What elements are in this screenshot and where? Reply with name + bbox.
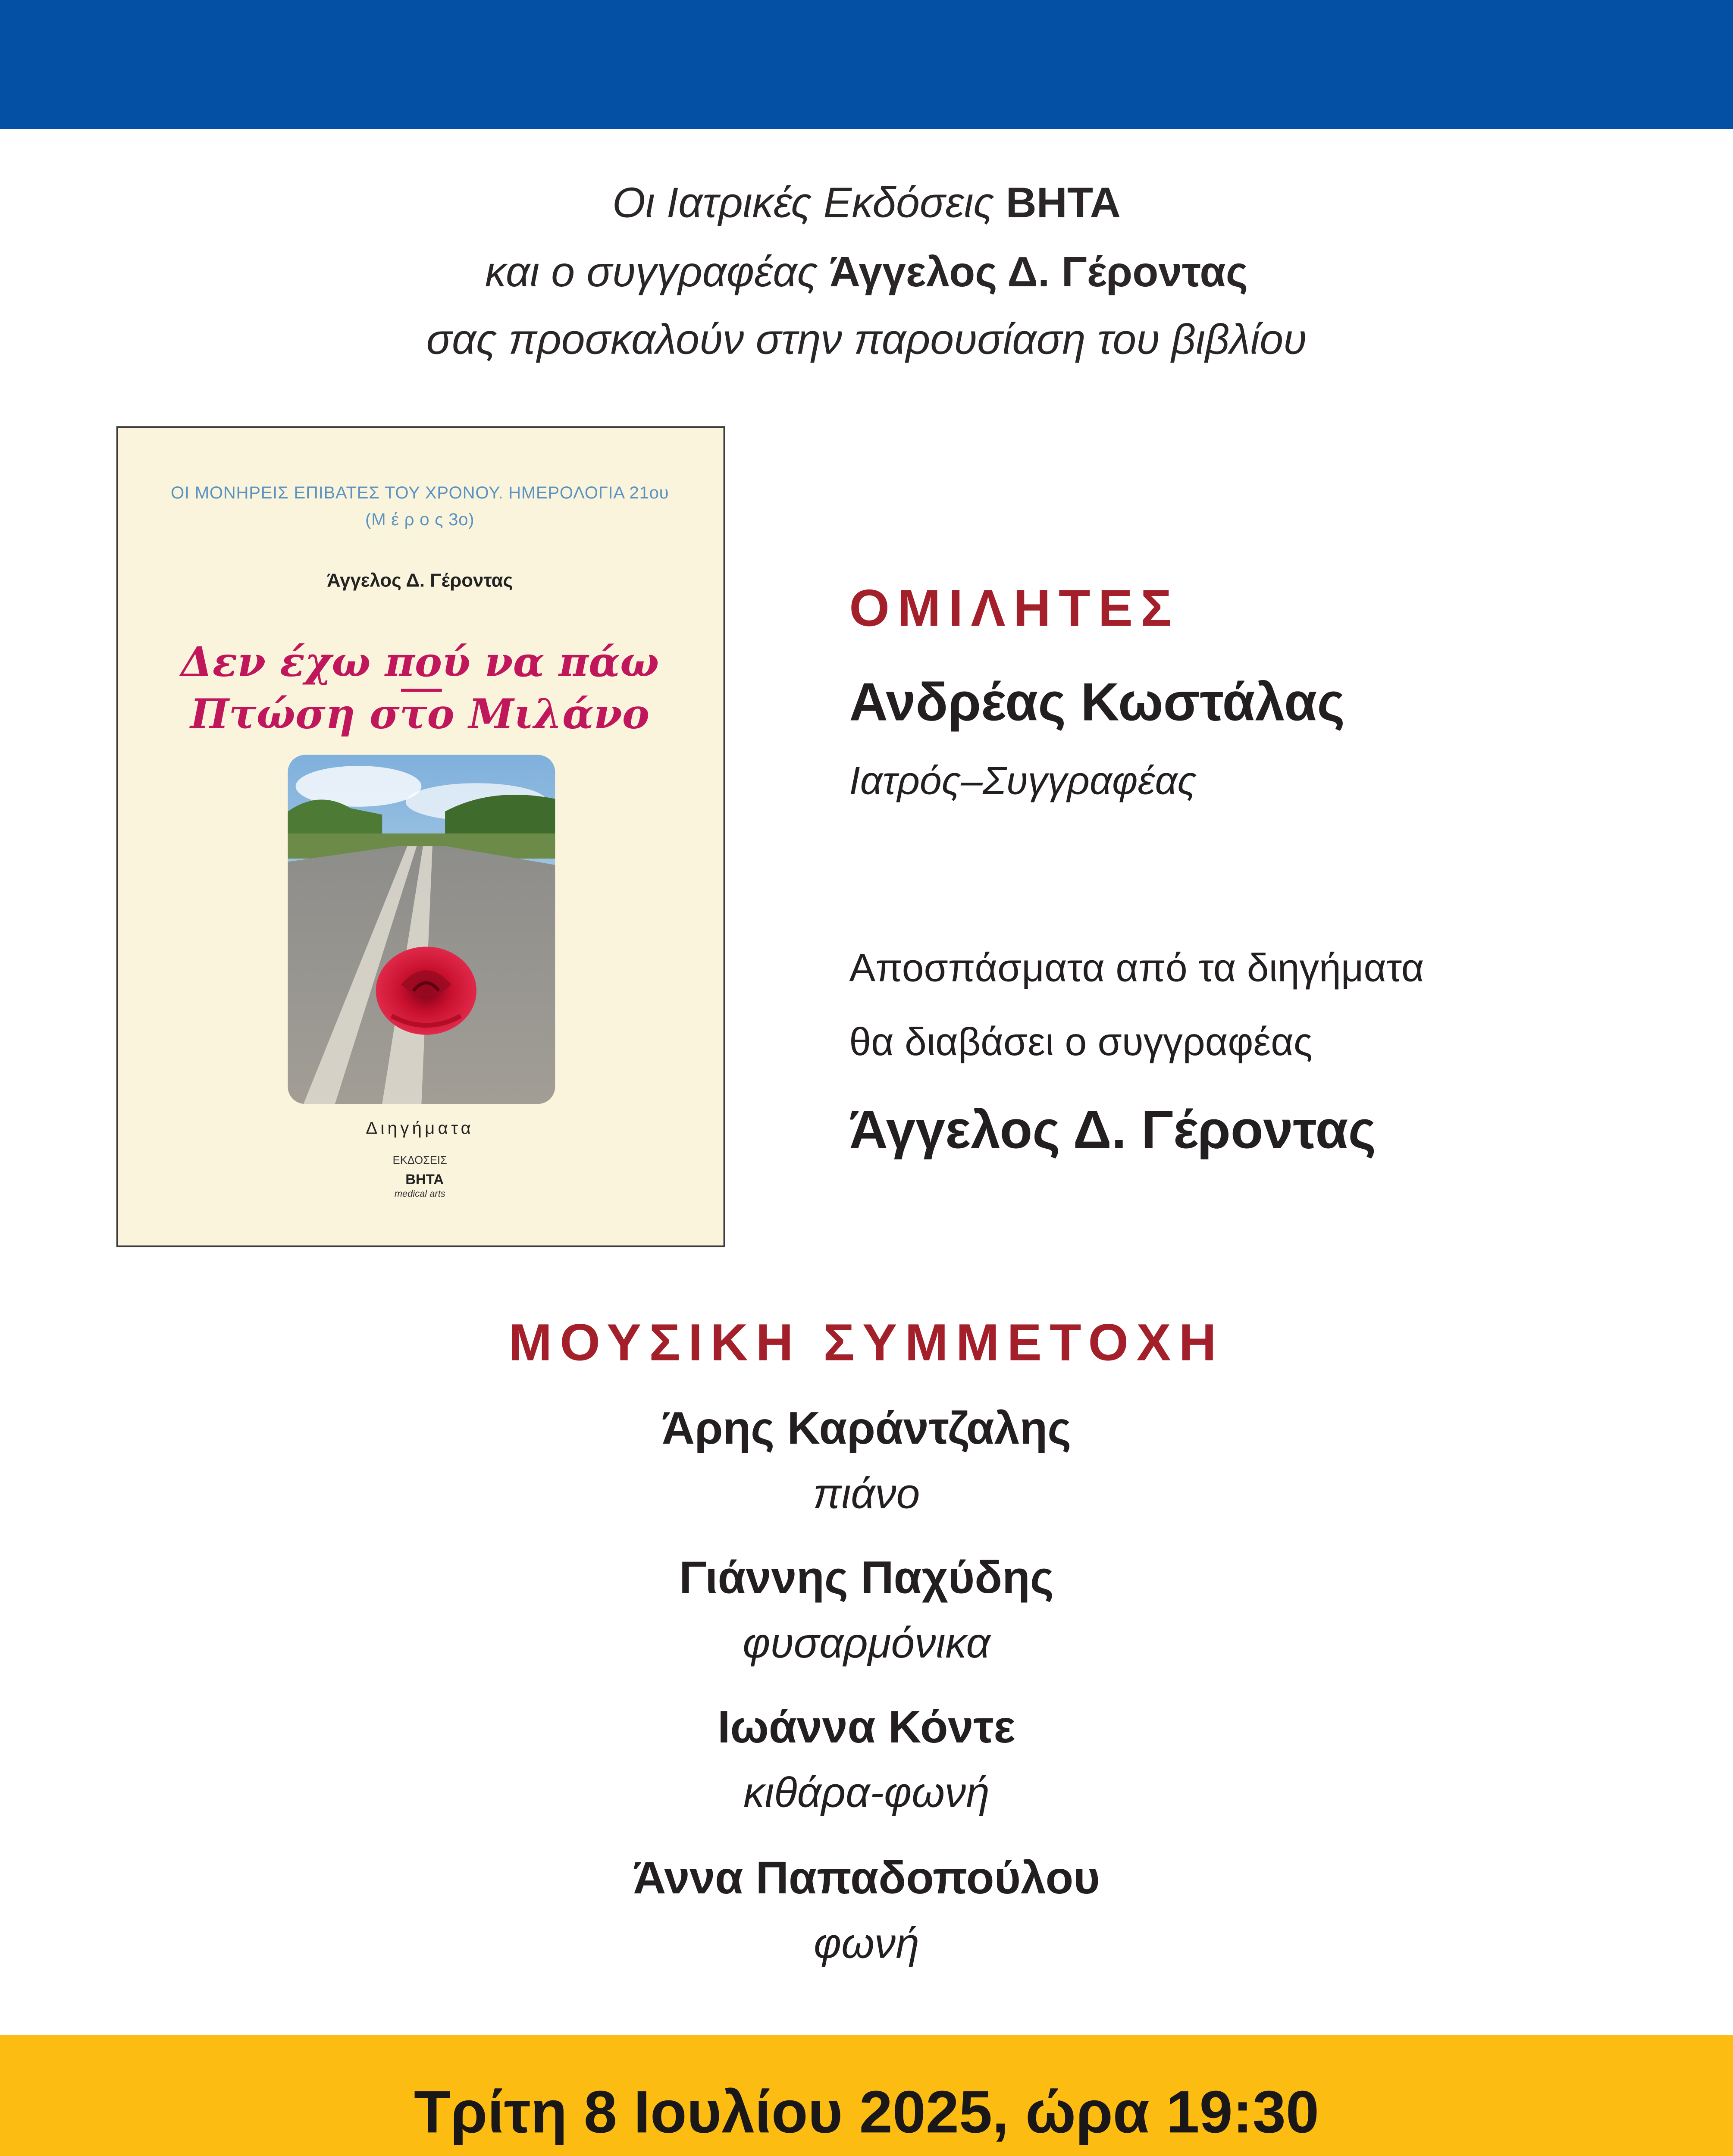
musician-name: Ιωάννα Κόντε bbox=[718, 1703, 1015, 1754]
musician-instrument: πιάνο bbox=[813, 1470, 920, 1518]
musician-name: Γιάννης Παχύδης bbox=[679, 1554, 1054, 1604]
musician-item bbox=[0, 1703, 1733, 1818]
cover-series-part: (Μ έ ρ ο ς 3ο) bbox=[365, 511, 475, 530]
top-color-band bbox=[0, 0, 1733, 129]
cover-genre: Διηγήματα bbox=[366, 1119, 474, 1139]
excerpt-line-2: θα διαβάσει ο συγγραφέας bbox=[849, 1020, 1313, 1065]
publisher-logo-icon: ΒΗΤΑ bbox=[405, 1172, 444, 1188]
speakers-heading: ΟΜΙΛΗΤΕΣ bbox=[849, 579, 1180, 637]
reader-name: Άγγελος Δ. Γέροντας bbox=[849, 1100, 1376, 1161]
excerpt-text bbox=[849, 933, 1424, 1081]
musician-instrument: κιθάρα-φωνή bbox=[743, 1769, 990, 1817]
musician-name: Άρης Καράντζαλης bbox=[661, 1404, 1072, 1455]
musician-item bbox=[0, 1854, 1733, 1969]
cover-series bbox=[118, 481, 722, 535]
cover-publisher-label: ΕΚΔΟΣΕΙΣ bbox=[392, 1156, 447, 1167]
road-with-red-rose-image bbox=[288, 755, 555, 1104]
excerpt-line-1: Αποσπάσματα από τα διηγήματα bbox=[849, 946, 1424, 991]
intro-line-1 bbox=[0, 179, 1733, 228]
event-datetime: Τρίτη 8 Ιουλίου 2025, ώρα 19:30 bbox=[414, 2080, 1319, 2147]
cover-publisher-sub: medical arts bbox=[394, 1190, 445, 1200]
cover-title-line-2: Πτώση στο Μιλάνο bbox=[190, 692, 650, 740]
musician-item bbox=[0, 1554, 1733, 1668]
publisher-brand: ΒΗΤΑ bbox=[1006, 179, 1121, 227]
musician-instrument: φωνή bbox=[814, 1920, 919, 1968]
musician-instrument: φυσαρμόνικα bbox=[743, 1620, 990, 1667]
music-heading: ΜΟΥΣΙΚΗ ΣΥΜΜΕΤΟΧΗ bbox=[508, 1313, 1225, 1372]
speaker-name: Ανδρέας Κωστάλας bbox=[849, 673, 1345, 733]
cover-author: Άγγελος Δ. Γέροντας bbox=[327, 569, 513, 592]
musician-name: Άννα Παπαδοπούλου bbox=[633, 1854, 1100, 1905]
musician-item bbox=[0, 1404, 1733, 1519]
intro-line-2 bbox=[0, 248, 1733, 297]
intro-author-prefix: και ο συγγραφέας bbox=[485, 248, 830, 296]
cover-series-title: ΟΙ ΜΟΝΗΡΕΙΣ ΕΠΙΒΑΤΕΣ ΤΟΥ ΧΡΟΝΟΥ. ΗΜΕΡΟΛΟΓΙΑ 21ου bbox=[171, 484, 669, 504]
intro-author-name: Άγγελος Δ. Γέροντας bbox=[829, 248, 1248, 296]
cover-title-separator bbox=[401, 689, 442, 691]
cover-title-line-1: Δεν έχω πού να πάω bbox=[181, 640, 659, 687]
book-cover bbox=[116, 426, 725, 1247]
speaker-role: Ιατρός–Συγγραφέας bbox=[849, 759, 1197, 804]
intro-publisher-prefix: Οι Ιατρικές Εκδόσεις bbox=[612, 179, 1006, 227]
intro-line-3: σας προσκαλούν στην παρουσίαση του βιβλίου bbox=[426, 316, 1307, 364]
